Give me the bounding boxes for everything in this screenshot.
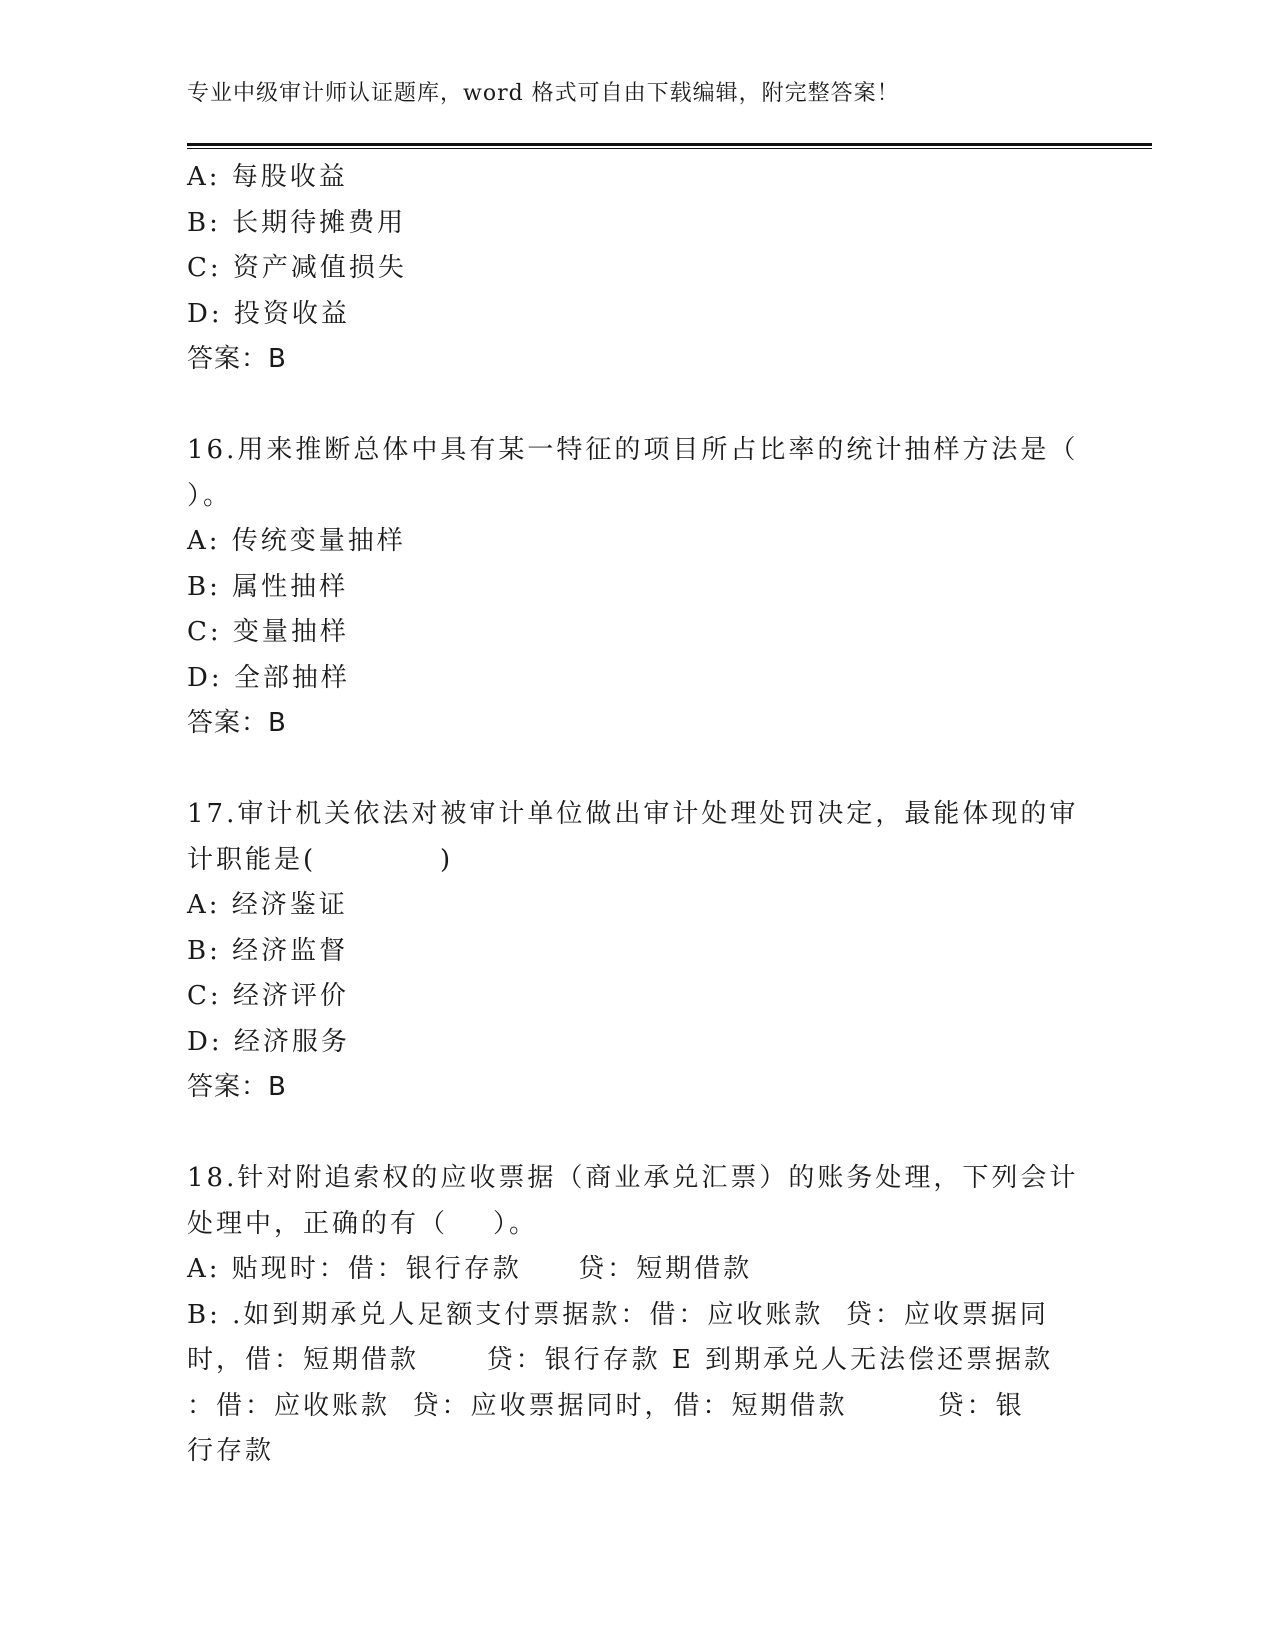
- spacer: [187, 383, 1087, 429]
- question-text-cont: ）。: [187, 480, 233, 511]
- question-text-cont: 计职能是( ): [187, 844, 454, 875]
- option-b-cont: 行存款: [187, 1436, 275, 1466]
- option-b: B: 属性抽样: [187, 571, 349, 602]
- header-divider: [187, 143, 1152, 146]
- option-d: D: 全部抽样: [187, 662, 350, 693]
- question-text: 18.针对附追索权的应收票据（商业承兑汇票）的账务处理，下列会计: [187, 1163, 1079, 1193]
- option-b: B: 长期待摊费用: [187, 207, 407, 238]
- option-a: A: 贴现时：借：银行存款 贷：短期借款: [187, 1254, 753, 1284]
- question-text: 16.用来推断总体中具有某一特征的项目所占比率的统计抽样方法是（: [187, 435, 1079, 465]
- option-c: C: 经济评价: [187, 981, 349, 1011]
- question-block: [187, 428, 1087, 747]
- header-divider-thin: [187, 148, 1152, 149]
- question-block: [187, 792, 1087, 1111]
- answer-line: 答案：B: [187, 708, 287, 738]
- option-b: B: .如到期承兑人足额支付票据款：借：应收账款 贷：应收票据同: [187, 1299, 1049, 1330]
- spacer: [187, 747, 1087, 793]
- option-a: A: 传统变量抽样: [187, 526, 406, 556]
- option-c: C: 资产减值损失: [187, 253, 407, 283]
- option-a: A: 每股收益: [187, 162, 348, 192]
- question-block: [187, 155, 1087, 383]
- answer-line: 答案：B: [187, 344, 287, 374]
- question-content: [187, 155, 1087, 1475]
- page-header: 专业中级审计师认证题库，word 格式可自由下载编辑，附完整答案！: [187, 81, 900, 106]
- answer-line: 答案：B: [187, 1072, 287, 1102]
- option-b-cont: 时，借：短期借款 贷：银行存款 E 到期承兑人无法偿还票据款: [187, 1345, 1054, 1375]
- option-b-cont: ：借：应收账款 贷：应收票据同时，借：短期借款 贷：银: [187, 1390, 1025, 1421]
- question-block: [187, 1156, 1087, 1475]
- option-b: B: 经济监督: [187, 935, 349, 966]
- option-d: D: 投资收益: [187, 298, 350, 329]
- spacer: [187, 1111, 1087, 1157]
- option-a: A: 经济鉴证: [187, 890, 348, 920]
- question-text-cont: 处理中，正确的有（ ）。: [187, 1208, 539, 1239]
- question-text: 17.审计机关依法对被审计单位做出审计处理处罚决定，最能体现的审: [187, 799, 1079, 829]
- option-d: D: 经济服务: [187, 1026, 350, 1057]
- option-c: C: 变量抽样: [187, 617, 349, 647]
